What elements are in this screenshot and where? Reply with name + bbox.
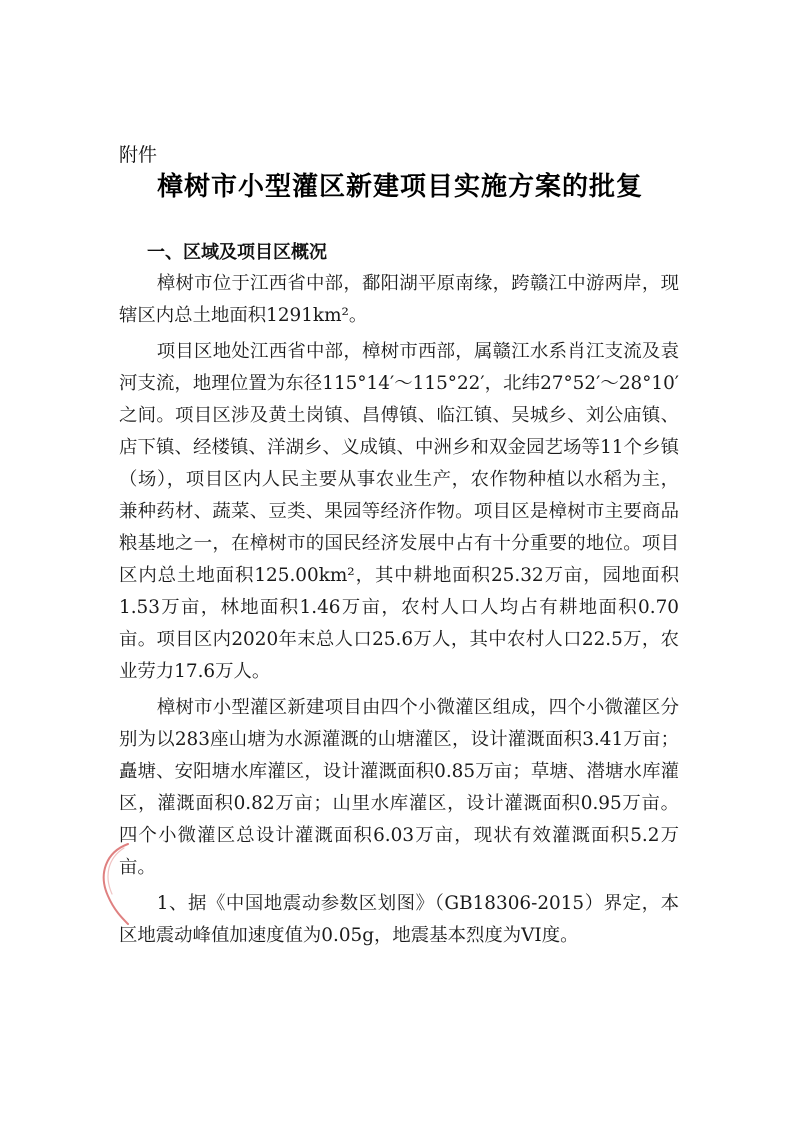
document-body [119,268,679,952]
section-heading: 一、区域及项目区概况 [147,242,327,263]
document-title: 樟树市小型灌区新建项目实施方案的批复 [157,172,644,202]
paragraph-irrigation-districts: 樟树市小型灌区新建项目由四个小微灌区组成，四个小微灌区分别为以283座山塘为水源灌溉的山塘灌区，设计灌溉面积3.41万亩；矗塘、安阳塘水库灌区，设计灌溉面积0.85万亩；草塘、潜塘水库灌区，灌溉面积0.82万亩；山里水库灌区，设计灌溉面积0.95万亩。四个小微灌区总设计灌溉面积6.03万亩，现状有效灌溉面积5.2万亩。 [119,697,679,878]
paragraph-seismic: 1、据《中国地震动参数区划图》（GB18306-2015）界定，本区地震动峰值加速度值为0.05g，地震基本烈度为VI度。 [119,893,679,946]
paragraph-region-overview: 樟树市位于江西省中部，鄱阳湖平原南缘，跨赣江中游两岸，现辖区内总土地面积1291km²。 [119,273,679,326]
paragraph-project-area: 项目区地处江西省中部，樟树市西部，属赣江水系肖江支流及袁河支流，地理位置为东径115°14′～115°22′，北纬27°52′～28°10′之间。项目区涉及黄土岗镇、昌傅镇、临江镇、吴城乡、刘公庙镇、店下镇、经楼镇、洋湖乡、义成镇、中洲乡和双金园艺场等11个乡镇（场），项目区内人民主要从事农业生产，农作物种植以水稻为主，兼种药材、蔬菜、豆类、果园等经济作物。项目区是樟树市主要商品粮基地之一，在樟树市的国民经济发展中占有十分重要的地位。项目区内总土地面积125.00km²，其中耕地面积25.32万亩，园地面积1.53万亩，林地面积1.46万亩，农村人口人均占有耕地面积0.70亩。项目区内2020年末总人口25.6万人，其中农村人口22.5万，农业劳力17.6万人。 [119,341,679,682]
attachment-label: 附件 [119,144,158,166]
